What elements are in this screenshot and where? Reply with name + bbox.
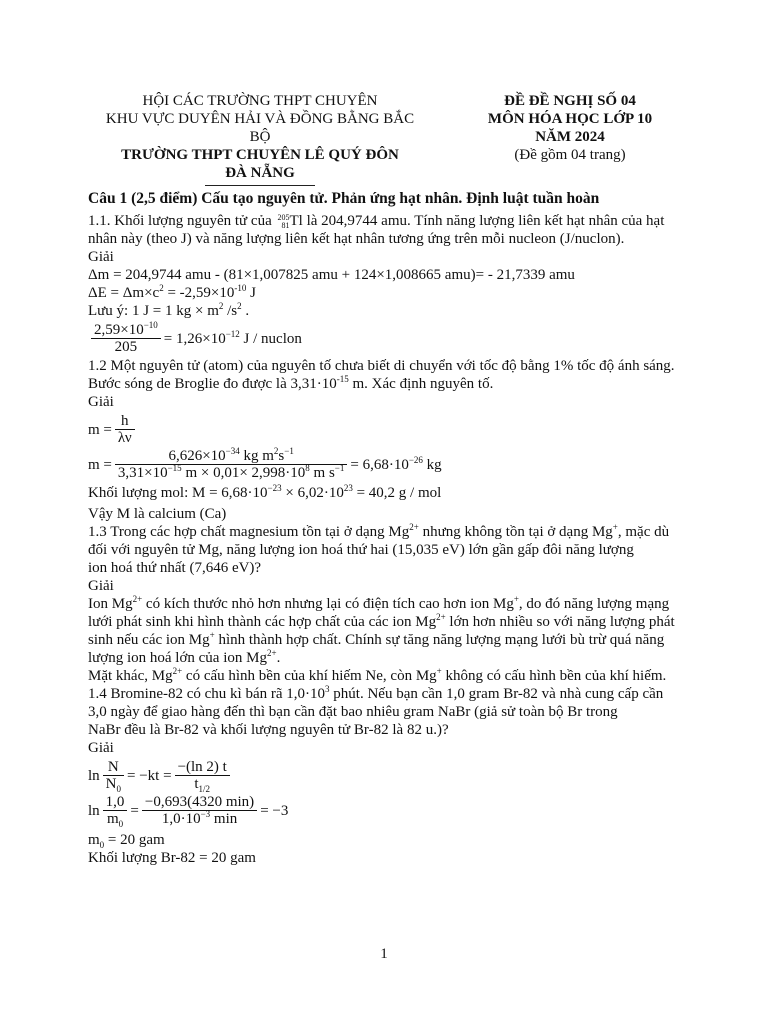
q11-line1: 1.1. Khối lượng nguyên tử của 205 81 Tl là 204,9744 amu. Tính năng lượng liên kết hạt nhân của hạt xyxy=(88,213,665,230)
q13-line3: ion hoá thứ nhất (7,646 eV)? xyxy=(88,560,262,576)
header-underline xyxy=(205,185,315,186)
q13-solution-label: Giải xyxy=(88,578,114,594)
q14-solution-label: Giải xyxy=(88,740,114,756)
q13-answer-line1: Ion $Mg^{2+}$ có kích thước nhỏ hơn nhưng lại có điện tích cao hơn ion Mg+, do đó năng lượng mạng xyxy=(88,594,670,612)
q14-final-answer: Khối lượng Br-82 = 20 gam xyxy=(88,850,256,866)
section-title: Câu 1 (2,5 điểm) Cấu tạo nguyên tử. Phản ứng hạt nhân. Định luật tuần hoàn xyxy=(88,190,600,207)
header-school-block xyxy=(95,92,425,186)
q14-line2: 3,0 ngày để giao hàng đến thì bạn cần đặt bao nhiêu gram NaBr (giả sử toàn bộ Br trong xyxy=(88,704,618,720)
q14-line1: 1.4 Bromine-82 có chu kì bán rã $1,0\cdot 10^3$ phút. Nếu bạn cần 1,0 gram Br-82 và nhà cung cấp cần xyxy=(88,684,664,702)
exam-subject: MÔN HÓA HỌC LỚP 10 xyxy=(487,111,653,127)
q12-conclusion: Vậy M là calcium (Ca) xyxy=(88,506,227,522)
q11-energy: $\Delta E = \Delta m\times c^2 = -2,59\times 10^{-10}$ J xyxy=(88,283,256,301)
q11-per-nucleon-equation: $\frac{2,59\times 10^{-10}}{205}$ = $1,26\times 10^{-12}$ J / nuclon xyxy=(88,322,688,355)
q13-answer-line5: Mặt khác, $Mg^{2+}$ có cấu hình bền của khí hiếm Ne, còn Mg+ không có cấu hình bền của khí hiếm. xyxy=(88,666,667,684)
exam-pages-note: (Đề gồm 04 trang) xyxy=(514,147,626,163)
q14-substituted-equation: ln $\frac{1,0}{m_0}$ = $\frac{-0,693(4320 \min)}{1,0\cdot 10^{-3} \min}$ = −3 xyxy=(88,794,289,829)
q11-solution-label: Giải xyxy=(88,249,114,265)
q11-fraction: $\frac{2,59\times 10^{-10}}{205}$ xyxy=(91,322,161,355)
q13-line2: đối với nguyên tử Mg, năng lượng ion hoá thứ hai (15,035 eV) lớn gần gấp đôi năng lượng xyxy=(88,542,634,558)
exam-code: ĐỀ ĐỀ NGHỊ SỐ 04 xyxy=(504,93,636,109)
q12-molar-mass: Khối lượng mol: $M = 6,68\cdot 10^{-23} \times 6,02\cdot 10^{23} = 40,2$ g / mol xyxy=(88,483,442,501)
q14-line3: NaBr đều là Br-82 và khối lượng nguyên tử Br-82 là 82 u.)? xyxy=(88,722,449,738)
thallium-isotope: 205 81 xyxy=(277,213,290,230)
q11-note: Lưu ý: 1 J = 1 kg × $m^2$ $/s^2$ . xyxy=(88,301,250,319)
q11-line2: nhân này (theo J) và năng lượng liên kết hạt nhân tương ứng trên mỗi nucleon (J/nuclon). xyxy=(88,231,625,247)
header-city: ĐÀ NẴNG xyxy=(225,165,295,181)
q12-debroglie-equation: m = $\frac{h}{\lambda\nu}$ xyxy=(88,413,688,446)
document-body xyxy=(88,190,688,867)
header-association: HỘI CÁC TRƯỜNG THPT CHUYÊN xyxy=(142,93,378,109)
q13-answer-line3: sinh nếu các ion Mg+ hình thành hợp chất. Chính sự tăng năng lượng mạng lưới bù trừ quá năng xyxy=(88,630,665,648)
exam-year: NĂM 2024 xyxy=(535,129,605,145)
q14-decay-equation: ln $\frac{N}{N_0}$ = −kt = $\frac{-(\ln 2) t}{t_{1/2}}$ xyxy=(88,759,688,792)
q11-mass-defect: Δm = 204,9744 amu - (81×1,007825 amu + 124×1,008665 amu)= - 21,7339 amu xyxy=(88,267,575,283)
q12-solution-label: Giải xyxy=(88,394,114,410)
q12-mass-equation: m = $\frac{6,626\times 10^{-34} kg m^2s^{-1}}{3,31\times 10^{-15} m \times 0,01\times 2,998\cdot 10^8 m s^{-1}}$ = $6,68\cdot 10^{-26}$ kg xyxy=(88,446,442,481)
q13-line1: 1.3 Trong các hợp chất magnesium tồn tại ở dạng $Mg^{2+}$ nhưng không tồn tại ở dạng Mg+, mặc dù xyxy=(88,522,670,540)
header-region: KHU VỰC DUYÊN HẢI VÀ ĐỒNG BẰNG BẮC BỘ xyxy=(105,111,415,145)
q13-answer-line4: lượng ion hoá lớn của ion $Mg^{2+}$. xyxy=(88,648,281,666)
header-school: TRƯỜNG THPT CHUYÊN LÊ QUÝ ĐÔN xyxy=(121,147,399,163)
q12-line2: Bước sóng de Broglie đo được là $3,31\cdot 10^{-15}$ m. Xác định nguyên tố. xyxy=(88,374,494,392)
page-number: 1 xyxy=(380,946,388,962)
q13-answer-line2: lưới phát sinh khi hình thành các hợp chất của các ion $Mg^{2+}$ lớn hơn nhiều so với năng lượng phát xyxy=(88,612,675,630)
q12-line1: 1.2 Một nguyên tử (atom) của nguyên tố chưa biết di chuyển với tốc độ bằng 1% tốc độ ánh sáng. xyxy=(88,358,675,374)
header-exam-block xyxy=(470,92,670,164)
q14-initial-mass: $m_0 = 20$ gam xyxy=(88,832,165,850)
